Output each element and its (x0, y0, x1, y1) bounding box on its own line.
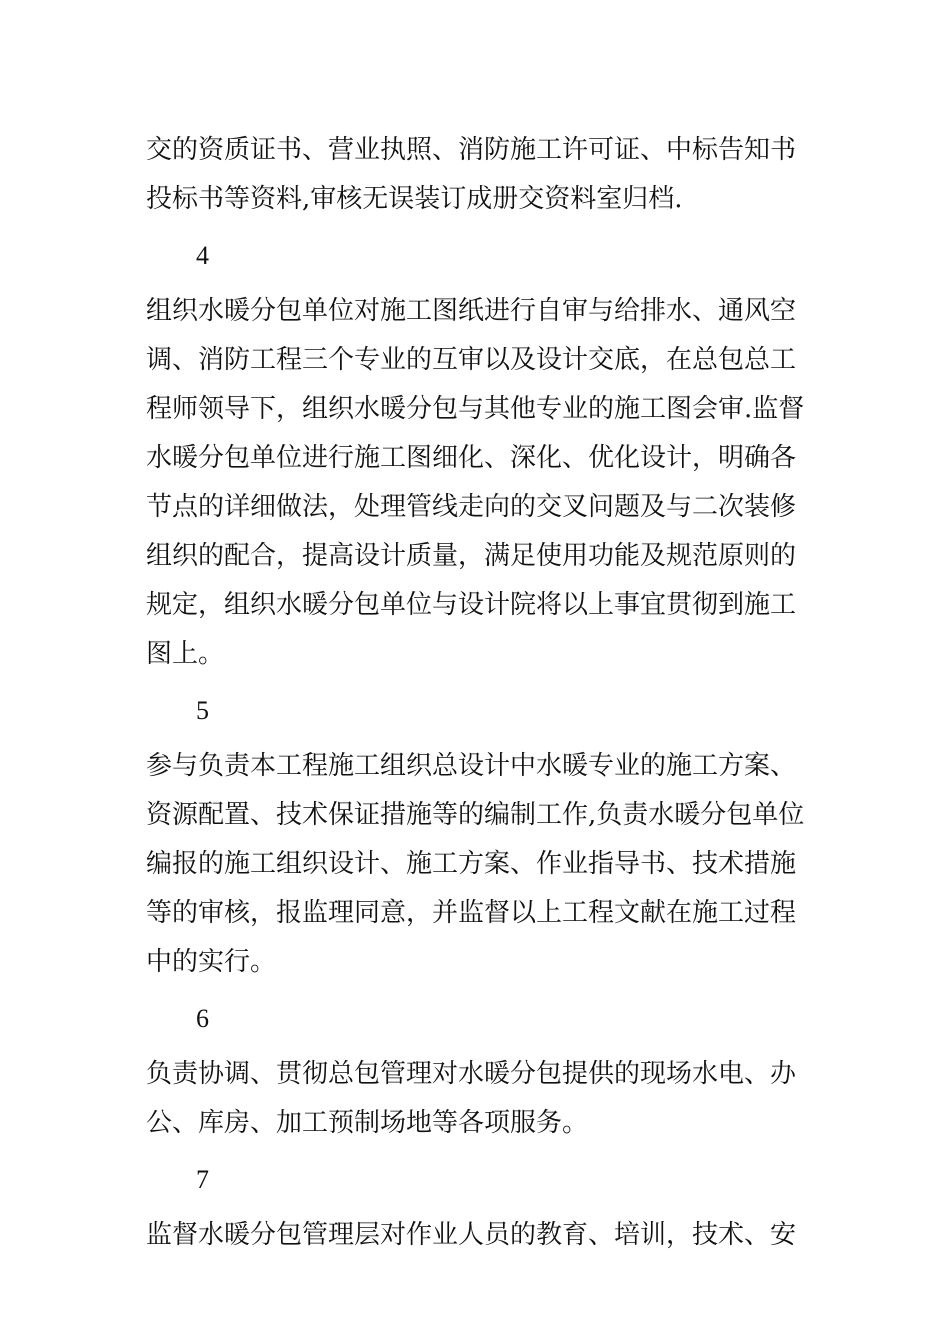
text-line: 组织水暖分包单位对施工图纸进行自审与给排水、通风空 (146, 296, 797, 326)
text-line: 资源配置、技术保证措施等的编制工作,负责水暖分包单位 (146, 800, 805, 830)
text-line: 规定，组织水暖分包单位与设计院将以上事宜贯彻到施工 (146, 590, 797, 620)
text-line: 节点的详细做法，处理管线走向的交叉问题及与二次装修 (146, 492, 797, 522)
section-number: 4 (196, 241, 209, 270)
text-line: 调、消防工程三个专业的互审以及设计交底，在总包总工 (146, 345, 797, 375)
document-body (146, 126, 810, 1260)
text-line: 图上。 (146, 639, 225, 669)
text-line: 组织的配合，提高设计质量，满足使用功能及规范原则的 (146, 541, 797, 571)
text-line: 负责协调、贯彻总包管理对水暖分包提供的现场水电、办 (146, 1059, 797, 1089)
text-line: 公、库房、加工预制场地等各项服务。 (146, 1108, 589, 1138)
text-line: 参与负责本工程施工组织总设计中水暖专业的施工方案、 (146, 751, 797, 781)
text-line: 程师领导下，组织水暖分包与其他专业的施工图会审.监督 (146, 394, 805, 424)
section-number: 7 (196, 1165, 209, 1194)
text-line: 交的资质证书、营业执照、消防施工许可证、中标告知书 (146, 135, 797, 165)
text-line: 投标书等资料,审核无误装订成册交资料室归档. (146, 184, 683, 214)
text-line: 编报的施工组织设计、施工方案、作业指导书、技术措施 (146, 849, 797, 879)
text-line: 中的实行。 (146, 947, 277, 977)
text-line: 监督水暖分包管理层对作业人员的教育、培训，技术、安 (146, 1220, 797, 1250)
section-number: 5 (196, 696, 209, 725)
section-number: 6 (196, 1004, 209, 1033)
text-line: 水暖分包单位进行施工图细化、深化、优化设计，明确各 (146, 443, 797, 473)
text-line: 等的审核，报监理同意，并监督以上工程文献在施工过程 (146, 898, 797, 928)
